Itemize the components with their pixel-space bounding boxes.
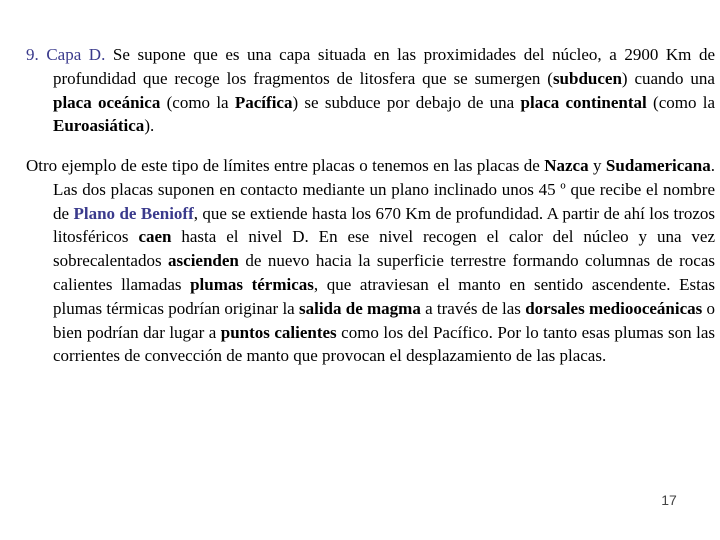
bold-term-dorsales-mediooceanicas: dorsales mediooceánicas xyxy=(525,298,703,318)
text-run: ) se subduce por debajo de una xyxy=(292,92,521,112)
text-run: , que se extiende hasta los 670 Km de profundidad. A partir de ahí los trozos litosféricos xyxy=(53,203,716,247)
bold-term-nazca: Nazca xyxy=(544,156,589,175)
text-run: a través de las xyxy=(420,298,526,318)
text-run: ). xyxy=(144,116,155,136)
bold-term-plano-de-benioff: Plano de Benioff xyxy=(73,203,194,223)
bold-term-caen: caen xyxy=(138,227,172,247)
bold-term-plumas-termicas: plumas térmicas xyxy=(190,274,314,294)
bold-term-placa-oceanica: placa oceánica xyxy=(53,92,161,112)
bold-term-euroasiatica: Euroasiática xyxy=(53,116,145,136)
bold-term-salida-de-magma: salida de magma xyxy=(298,298,421,318)
text-run: . Las dos placas suponen en contacto mediante un plano inclinado unos 45 º que recibe el nombre de xyxy=(53,156,716,223)
text-run: (como la xyxy=(646,92,716,112)
paragraph-capa-d xyxy=(26,43,715,138)
text-run: de nuevo hacia la superficie terrestre formando columnas de rocas calientes llamadas xyxy=(53,251,715,294)
text-run: y xyxy=(588,156,606,175)
text-run: hasta el nivel D. En ese nivel recogen el calor del núcleo y una vez sobrecalentados xyxy=(53,227,715,271)
text-run: Se supone que es una capa situada en las proximidades del núcleo, a 2900 Km de profundidad que recoge los fragmentos de litosfera que se sumergen ( xyxy=(53,45,715,88)
bold-term-puntos-calientes: puntos calientes xyxy=(220,322,337,342)
bold-term-sudamericana: Sudamericana xyxy=(605,156,711,175)
text-run: , que atraviesan el manto en sentido ascendente. Estas plumas térmicas podrían originar la xyxy=(53,274,715,318)
page-number: 17 xyxy=(661,492,677,508)
text-run: como los del Pacífico. Por lo tanto esas plumas son las corrientes de convección de manto que provocan el desplazamiento de las placas. xyxy=(53,322,715,366)
text-run: o bien podrían dar lugar a xyxy=(53,298,716,342)
text-run: Otro ejemplo de este tipo de límites entre placas o tenemos en las placas de xyxy=(26,156,545,175)
paragraph-nazca-example xyxy=(26,154,715,368)
text-run: (como la xyxy=(160,92,235,112)
bold-term-ascienden: ascienden xyxy=(168,251,239,271)
section-label: 9. Capa D. xyxy=(26,45,106,64)
text-run: ) cuando una xyxy=(621,68,715,88)
bold-term-placa-continental: placa continental xyxy=(520,92,647,112)
bold-term-subducen: subducen xyxy=(552,68,622,88)
bold-term-pacifica: Pacífica xyxy=(234,92,293,112)
